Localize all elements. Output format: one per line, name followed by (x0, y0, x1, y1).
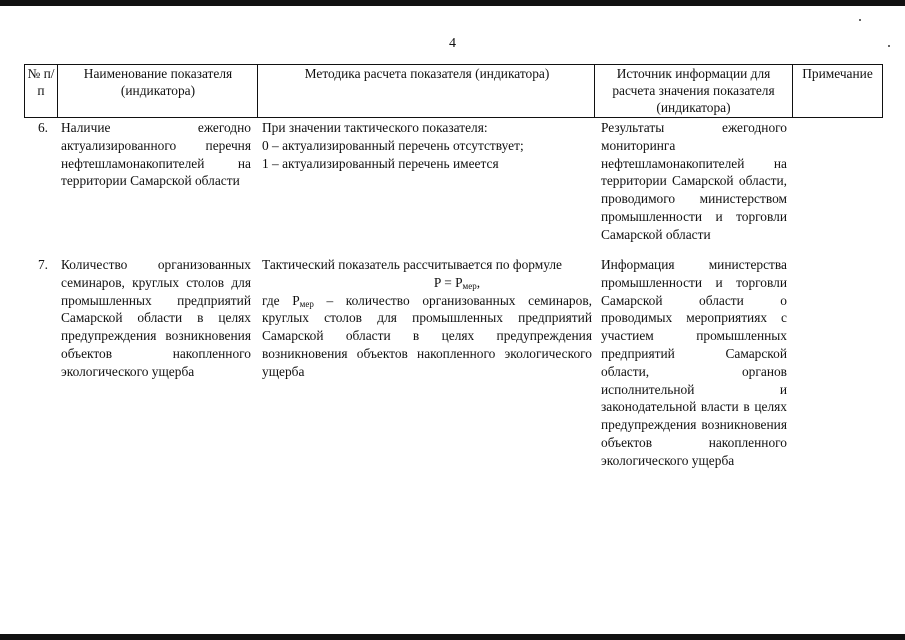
column-divider (792, 64, 793, 118)
where-subscript: мер (299, 298, 314, 309)
where-prefix: где P (262, 292, 300, 308)
row-number: 7. (37, 257, 48, 272)
indicator-name: Количество организованных семинаров, круглых столов для промышленных предприятий Самарской области в целях предупреждения возникновения объектов накопленного экологического ущерба (61, 257, 251, 379)
scan-speck (859, 19, 861, 21)
row-number: 6. (37, 120, 48, 135)
formula-explanation (262, 292, 592, 381)
method-intro: Тактический показатель рассчитывается по формуле (262, 257, 562, 272)
bottom-scan-border (0, 634, 905, 640)
information-source: Информация министерства промышленности и торговли Самарской области о проводимых мероприятиях с участием промышленных предприятий Самарской области, органов исполнительной и законодательной власти в целях предупреждения возникновения объектов накопленного экологического ущерба (601, 257, 787, 468)
information-source: Результаты ежегодного мониторинга нефтешламонакопителей на территории Самарской области, проводимого министерством промышленности и торговли Самарской области (601, 120, 787, 242)
column-divider (257, 64, 258, 118)
table-border-right (882, 64, 883, 118)
calculation-method (262, 256, 592, 381)
header-note: Примечание (802, 66, 873, 81)
method-line: 0 – актуализированный перечень отсутствует; (262, 137, 524, 153)
table-border-left (24, 64, 25, 118)
column-divider (57, 64, 58, 118)
formula-left: P = P (433, 274, 463, 290)
page-number: 4 (449, 36, 456, 51)
header-num: № п/п (27, 66, 55, 98)
calculation-method (262, 119, 592, 172)
where-text: – количество организованных семинаров, круглых столов для промышленных предприятий Самарской области в целях предупреждения возникновения объектов накопленного экологического ущерба (262, 292, 592, 379)
indicator-name: Наличие ежегодно актуализированного перечня нефтешламонакопителей на территории Самарской области (61, 120, 251, 189)
method-line: При значении тактического показателя: (262, 120, 488, 135)
method-line: 1 – актуализированный перечень имеется (262, 155, 499, 171)
top-scan-border (0, 0, 905, 6)
table-header-bottom-border (24, 117, 882, 118)
formula (262, 274, 592, 292)
header-source: Источник информации для расчета значения показателя (индикатора) (612, 66, 775, 115)
column-divider (594, 64, 595, 118)
header-method: Методика расчета показателя (индикатора) (304, 66, 550, 81)
formula-right: , (476, 274, 481, 290)
header-name: Наименование показателя (индикатора) (83, 66, 233, 98)
formula-subscript: мер (462, 280, 477, 291)
